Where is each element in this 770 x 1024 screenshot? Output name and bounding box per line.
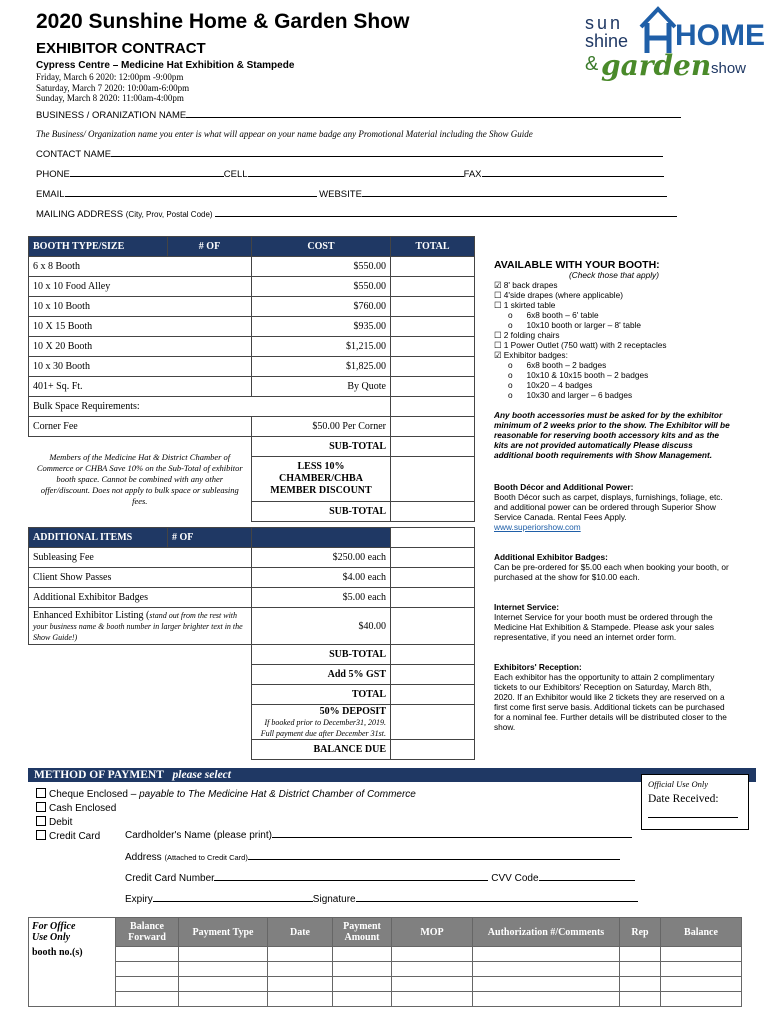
- mailing-hint: (City, Prov, Postal Code): [125, 210, 213, 219]
- address-field[interactable]: [125, 852, 620, 863]
- cardholder-field[interactable]: [125, 830, 632, 841]
- option-label: 1 Power Outlet (750 watt) with 2 receptacles: [503, 340, 667, 350]
- option-debit[interactable]: [36, 816, 416, 830]
- enhanced-label: Enhanced Exhibitor Listing (: [33, 609, 150, 621]
- header-date: Date: [268, 918, 333, 947]
- enhanced-note: stand out from the rest with your business name & booth number in larger brighter text in the Show Guide!): [33, 610, 243, 642]
- official-use-box: [641, 774, 749, 830]
- badge-sub-label: 10x10 & 10x15 booth – 2 badges: [526, 370, 649, 380]
- logo-home: HOME: [675, 19, 765, 52]
- expiry-label: Expiry: [125, 894, 153, 905]
- checkbox-icon: ☑: [494, 280, 502, 290]
- venue: Cypress Centre – Medicine Hat Exhibition & Stampede: [36, 60, 295, 71]
- subtotal-cell[interactable]: [391, 437, 475, 457]
- logo-amp: &: [585, 53, 599, 75]
- booth-type: 10 x 10 Booth: [29, 297, 252, 317]
- additional-items-table: [28, 527, 475, 760]
- deposit-note-2: Full payment due after December 31st.: [260, 728, 386, 738]
- checkbox-icon[interactable]: [36, 788, 46, 798]
- header-additional-items: ADDITIONAL ITEMS: [29, 528, 168, 548]
- available-title: AVAILABLE WITH YOUR BOOTH:: [494, 259, 660, 271]
- option-label: 1 skirted table: [503, 300, 556, 310]
- card-number-field[interactable]: [125, 873, 635, 884]
- booth-type: 10 X 15 Booth: [29, 317, 252, 337]
- cheque-payable-note: payable to The Medicine Hat & District Chamber of Commerce: [139, 789, 416, 800]
- checkbox-icon[interactable]: [36, 816, 46, 826]
- corner-cost: $50.00 Per Corner: [252, 417, 391, 437]
- cvv-label: CVV Code: [491, 873, 539, 884]
- house-roof-icon: [639, 5, 677, 55]
- date-saturday: Saturday, March 7 2020: 10:00am-6:00pm: [36, 82, 190, 93]
- header-mop: MOP: [392, 918, 473, 947]
- badge-sub-item: o 10x10 & 10x15 booth – 2 badges: [508, 370, 649, 380]
- badge-sub-label: 10x20 – 4 badges: [526, 380, 593, 390]
- contact-name-label: CONTACT NAME: [36, 149, 112, 160]
- deposit: [252, 705, 391, 740]
- logo-shine: shine: [585, 31, 629, 51]
- checkbox-icon: ☑: [494, 350, 502, 360]
- badges-title: Additional Exhibitor Badges:: [494, 552, 608, 562]
- balance-due-label: BALANCE DUE: [252, 740, 391, 760]
- booth-type: 401+ Sq. Ft.: [29, 377, 252, 397]
- bulk-row[interactable]: [29, 397, 475, 417]
- option-label: Exhibitor badges:: [503, 350, 568, 360]
- subtotal-label: SUB-TOTAL: [252, 437, 391, 457]
- signature-label: Signature: [312, 894, 356, 905]
- corner-total-cell[interactable]: [391, 417, 475, 437]
- booth-total-cell[interactable]: [391, 337, 475, 357]
- booth-type: 6 x 8 Booth: [29, 257, 252, 277]
- booth-row[interactable]: [29, 257, 475, 277]
- option-cheque[interactable]: [36, 788, 416, 802]
- office-row[interactable]: [29, 977, 742, 992]
- booth-cost: $935.00: [252, 317, 391, 337]
- option-label: 2 folding chairs: [503, 330, 560, 340]
- option-back-drapes[interactable]: [494, 280, 734, 290]
- office-use-label: [29, 918, 116, 947]
- internet-title: Internet Service:: [494, 602, 560, 612]
- address-label: Address: [125, 852, 162, 863]
- date-friday: Friday, March 6 2020: 12:00pm -9:00pm: [36, 72, 184, 82]
- logo-show: show: [711, 60, 747, 77]
- header-number: # OF: [168, 237, 252, 257]
- cardholder-label: Cardholder's Name (please print): [125, 830, 272, 841]
- expiry-signature-field[interactable]: [125, 894, 638, 905]
- booth-total-cell[interactable]: [391, 357, 475, 377]
- email-label: EMAIL: [36, 189, 65, 200]
- header-authorization: Authorization #/Comments: [473, 918, 620, 947]
- booth-table: [28, 236, 475, 522]
- payment-title: METHOD OF PAYMENT: [34, 769, 164, 781]
- checkbox-icon: ☐: [494, 300, 502, 310]
- decor-text: Booth Décor such as carpet, displays, furnishings, foliage, etc. and additional power can be ordered through Superior Show Service Canada. Rental Fees Apply.: [494, 492, 723, 522]
- contract-subtitle: EXHIBITOR CONTRACT: [36, 40, 206, 57]
- cheque-label: Cheque Enclosed –: [49, 789, 140, 800]
- reception-title: Exhibitors' Reception:: [494, 662, 582, 672]
- office-label-line1: For Office: [32, 921, 76, 933]
- total-label: TOTAL: [252, 685, 391, 705]
- booth-cost: $550.00: [252, 257, 391, 277]
- discount-cell[interactable]: [391, 457, 475, 502]
- checkbox-icon[interactable]: [36, 830, 46, 840]
- additional-row[interactable]: [29, 568, 475, 588]
- checkbox-icon[interactable]: [36, 802, 46, 812]
- additional-total-cell[interactable]: [391, 588, 475, 608]
- booth-total-cell[interactable]: [391, 317, 475, 337]
- page-title: 2020 Sunshine Home & Garden Show: [36, 10, 410, 33]
- enhanced-total-cell[interactable]: [391, 608, 475, 645]
- enhanced-listing: [29, 608, 252, 645]
- booth-cost: $1,825.00: [252, 357, 391, 377]
- office-row[interactable]: [29, 962, 742, 977]
- gst-cell[interactable]: [391, 665, 475, 685]
- booth-total-cell[interactable]: [391, 277, 475, 297]
- option-exhibitor-badges[interactable]: [494, 350, 734, 360]
- balance-due-cell[interactable]: [391, 740, 475, 760]
- booth-row[interactable]: [29, 377, 475, 397]
- enhanced-cost: $40.00: [252, 608, 391, 645]
- option-side-drapes[interactable]: [494, 290, 734, 300]
- checkbox-icon: ☐: [494, 330, 502, 340]
- badges-text: Can be pre-ordered for $5.00 each when booking your booth, or purchased at the show for $10.00 each.: [494, 562, 729, 582]
- additional-label: Additional Exhibitor Badges: [29, 588, 252, 608]
- booth-total-cell[interactable]: [391, 377, 475, 397]
- option-label: 4'side drapes (where applicable): [503, 290, 623, 300]
- header-balance-forward: Balance Forward: [116, 918, 179, 947]
- official-use-label: Official Use Only: [648, 779, 708, 789]
- sidebar: [494, 260, 734, 732]
- booth-table-header: [29, 237, 475, 257]
- address-hint: (Attached to Credit Card): [164, 853, 248, 862]
- debit-label: Debit: [49, 817, 73, 828]
- badge-sub-item: o 10x20 – 4 badges: [508, 380, 593, 390]
- table-sub-label: 10x10 booth or larger – 8' table: [526, 320, 642, 330]
- option-folding-chairs[interactable]: [494, 330, 734, 340]
- additional-label: Subleasing Fee: [29, 548, 252, 568]
- booth-row[interactable]: [29, 357, 475, 377]
- payment-select-hint: please select: [172, 769, 231, 781]
- show-dates: [36, 72, 189, 104]
- card-number-label: Credit Card Number: [125, 873, 215, 884]
- additional-row[interactable]: [29, 588, 475, 608]
- discount-label: LESS 10% CHAMBER/CHBA MEMBER DISCOUNT: [252, 457, 391, 502]
- date-received-line[interactable]: [648, 817, 738, 818]
- additional-total-cell[interactable]: [391, 568, 475, 588]
- office-use-table: [28, 917, 742, 1007]
- booth-total-cell[interactable]: [391, 297, 475, 317]
- header-rep: Rep: [620, 918, 661, 947]
- chamber-note: Members of the Medicine Hat & District Chamber of Commerce or CHBA Save 10% on the Sub-Total of exhibitor booth space. Cannot be combined with any other offer/discount. Does not apply to bulk space or subleasing fees.: [36, 451, 243, 506]
- booth-type: 10 x 10 Food Alley: [29, 277, 252, 297]
- booth-cost: $550.00: [252, 277, 391, 297]
- option-cash[interactable]: [36, 802, 416, 816]
- header-total: TOTAL: [391, 237, 475, 257]
- booth-row[interactable]: [29, 297, 475, 317]
- additional-total-cell[interactable]: [391, 548, 475, 568]
- check-note: (Check those that apply): [569, 270, 659, 280]
- business-note: The Business/ Organization name you enter is what will appear on your name badge any Promotional Material including the Show Guide: [36, 129, 533, 139]
- deposit-label: 50% DEPOSIT: [319, 705, 386, 717]
- business-name-label: BUSINESS / ORANIZATION NAME: [36, 110, 187, 121]
- option-label: 8' back drapes: [503, 280, 558, 290]
- additional-cost: $5.00 each: [252, 588, 391, 608]
- badge-sub-item: o 6x8 booth – 2 badges: [508, 360, 607, 370]
- reception-text: Each exhibitor has the opportunity to attain 2 complimentary tickets to our Exhibitors' Reception on Saturday, March 8th, 2020. If an Exhibitor would like 2 tickets they are reserved on a first come first serve basis. Additional tickets can be purchased for a nominal fee. Further details will be distributed closer to the show.: [494, 672, 727, 732]
- email-website-fields[interactable]: [36, 189, 667, 200]
- gst-label: Add 5% GST: [252, 665, 391, 685]
- accessories-note: Any booth accessories must be asked for by the exhibitor minimum of 2 weeks prior to the show. The Exhibitor will be reasonable for reserving booth accessory kits and as the kits are not provided automatically Please discuss additional booth requirements with Show Management.: [494, 410, 730, 460]
- booth-numbers-label: booth no.(s): [29, 947, 116, 1007]
- additional-cost: $4.00 each: [252, 568, 391, 588]
- table-sub-label: 6x8 booth – 6' table: [526, 310, 599, 320]
- additional-row[interactable]: [29, 548, 475, 568]
- date-received-label: Date Received:: [648, 793, 719, 805]
- decor-title: Booth Décor and Additional Power:: [494, 482, 634, 492]
- office-label-line2: Use Only: [32, 932, 71, 944]
- booth-cost: By Quote: [252, 377, 391, 397]
- cash-label: Cash Enclosed: [49, 803, 117, 814]
- header-balance: Balance: [661, 918, 742, 947]
- logo-sun: sun: [585, 13, 624, 33]
- badge-sub-label: 10x30 and larger – 6 badges: [526, 390, 633, 400]
- mailing-address-field[interactable]: [36, 209, 677, 220]
- header-cost: COST: [252, 237, 391, 257]
- header-payment-amount: Payment Amount: [333, 918, 392, 947]
- option-power-outlet[interactable]: [494, 340, 734, 350]
- booth-row[interactable]: [29, 277, 475, 297]
- corner-row[interactable]: [29, 417, 475, 437]
- additional-label: Client Show Passes: [29, 568, 252, 588]
- date-sunday: Sunday, March 8 2020: 11:00am-4:00pm: [36, 93, 184, 103]
- subtotal2-cell[interactable]: [391, 502, 475, 522]
- mailing-label: MAILING ADDRESS: [36, 209, 124, 220]
- total-cell[interactable]: [391, 685, 475, 705]
- contact-name-field[interactable]: [36, 149, 663, 160]
- deposit-cell[interactable]: [391, 705, 475, 740]
- header-booth-type: BOOTH TYPE/SIZE: [29, 237, 168, 257]
- header-additional-number: # OF: [168, 528, 252, 548]
- cell-label: CELL: [223, 169, 248, 180]
- bulk-total-cell[interactable]: [391, 397, 475, 417]
- booth-total-cell[interactable]: [391, 257, 475, 277]
- booth-cost: $760.00: [252, 297, 391, 317]
- office-row[interactable]: [29, 947, 742, 962]
- header-payment-type: Payment Type: [179, 918, 268, 947]
- table-sub-item: o 6x8 booth – 6' table: [508, 310, 599, 320]
- website-label: WEBSITE: [319, 189, 362, 200]
- internet-text: Internet Service for your booth must be ordered through the Medicine Hat Exhibition & Stampede. Please ask your sales representative, if you need an internet order form.: [494, 612, 714, 642]
- additional-subtotal-label: SUB-TOTAL: [252, 645, 391, 665]
- business-name-field[interactable]: [36, 110, 681, 121]
- booth-type: 10 X 20 Booth: [29, 337, 252, 357]
- additional-cost: $250.00 each: [252, 548, 391, 568]
- fax-label: FAX: [463, 169, 482, 180]
- booth-cost: $1,215.00: [252, 337, 391, 357]
- enhanced-listing-row[interactable]: [29, 608, 475, 645]
- checkbox-icon: ☐: [494, 340, 502, 350]
- phone-fields[interactable]: [36, 169, 664, 180]
- subtotal2-label: SUB-TOTAL: [252, 502, 391, 522]
- credit-card-label: Credit Card: [49, 831, 101, 842]
- booth-row[interactable]: [29, 317, 475, 337]
- booth-type: 10 x 30 Booth: [29, 357, 252, 377]
- option-skirted-table[interactable]: [494, 300, 734, 310]
- corner-label: Corner Fee: [29, 417, 252, 437]
- phone-label: PHONE: [36, 169, 70, 180]
- additional-subtotal-cell[interactable]: [391, 645, 475, 665]
- deposit-note-1: If booked prior to December31, 2019.: [264, 717, 386, 727]
- show-logo: [583, 5, 765, 85]
- badge-sub-label: 6x8 booth – 2 badges: [526, 360, 607, 370]
- office-row[interactable]: [29, 992, 742, 1007]
- office-table-header: [29, 918, 742, 947]
- logo-garden: garden: [601, 49, 712, 82]
- booth-row[interactable]: [29, 337, 475, 357]
- checkbox-icon: ☐: [494, 290, 502, 300]
- additional-header: [29, 528, 475, 548]
- table-sub-item: o 10x10 booth or larger – 8' table: [508, 320, 642, 330]
- badge-sub-item: o 10x30 and larger – 6 badges: [508, 390, 633, 400]
- superior-show-link[interactable]: www.superiorshow.com: [494, 522, 581, 532]
- bulk-label: Bulk Space Requirements:: [29, 397, 391, 417]
